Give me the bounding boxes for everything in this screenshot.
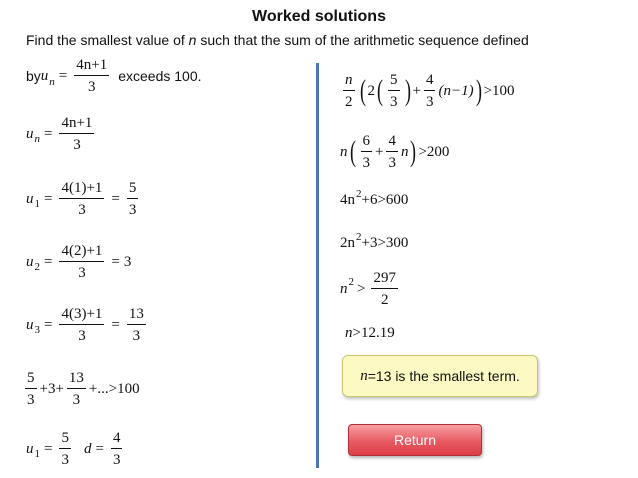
step-un: u n = $\frac{4n+1}{3}$ [26, 115, 93, 153]
step-simplify-2: $4n^2+6>600$ [340, 188, 409, 208]
step-simplify-4: n 2 > $\frac{297}{2}$ [340, 270, 396, 308]
params-u1-d: u 1 = $\frac{5}{3}$ d = $\frac{4}{3}$ [26, 430, 121, 468]
step-u1: u 1 = $\frac{4(1)+1}{3}$ = $\frac{5}{3}$ [26, 180, 137, 218]
question-fraction: $\frac{4n+1}{3}$ [76, 57, 108, 95]
page-title: Worked solutions [252, 8, 386, 25]
column-divider [316, 63, 319, 468]
step-simplify-1: n ( $\frac{6}{3}$ + $\frac{4}{3}$ n ) >200 [340, 133, 450, 171]
question-line-1: Find the smallest value of n such that the sum of the arithmetic sequence defined [26, 32, 529, 48]
step-result: n>12.19 [345, 325, 395, 341]
answer-box: n =13 is the smallest term. [342, 355, 538, 397]
step-simplify-3: $2n^2+3>300$ [340, 231, 409, 251]
return-button[interactable]: Return [348, 424, 482, 456]
step-u3: u 3 = $\frac{4(3)+1}{3}$ = $\frac{13}{3}$ [26, 306, 144, 344]
step-sum-formula: $\frac{n}{2}$ ( 2 ( $\frac{5}{3}$ ) + $\frac{4}{3}$ (n−1) ) >100 [345, 72, 515, 110]
series-sum: $\frac{5}{3}$ +3+ $\frac{13}{3}$ +...>100 [27, 370, 140, 408]
question-line-2: by $u_n$ = $\frac{4n+1}{3}$ exceeds 100. [26, 57, 202, 95]
step-u2: u 2 = $\frac{4(2)+1}{3}$ = 3 [26, 243, 132, 281]
